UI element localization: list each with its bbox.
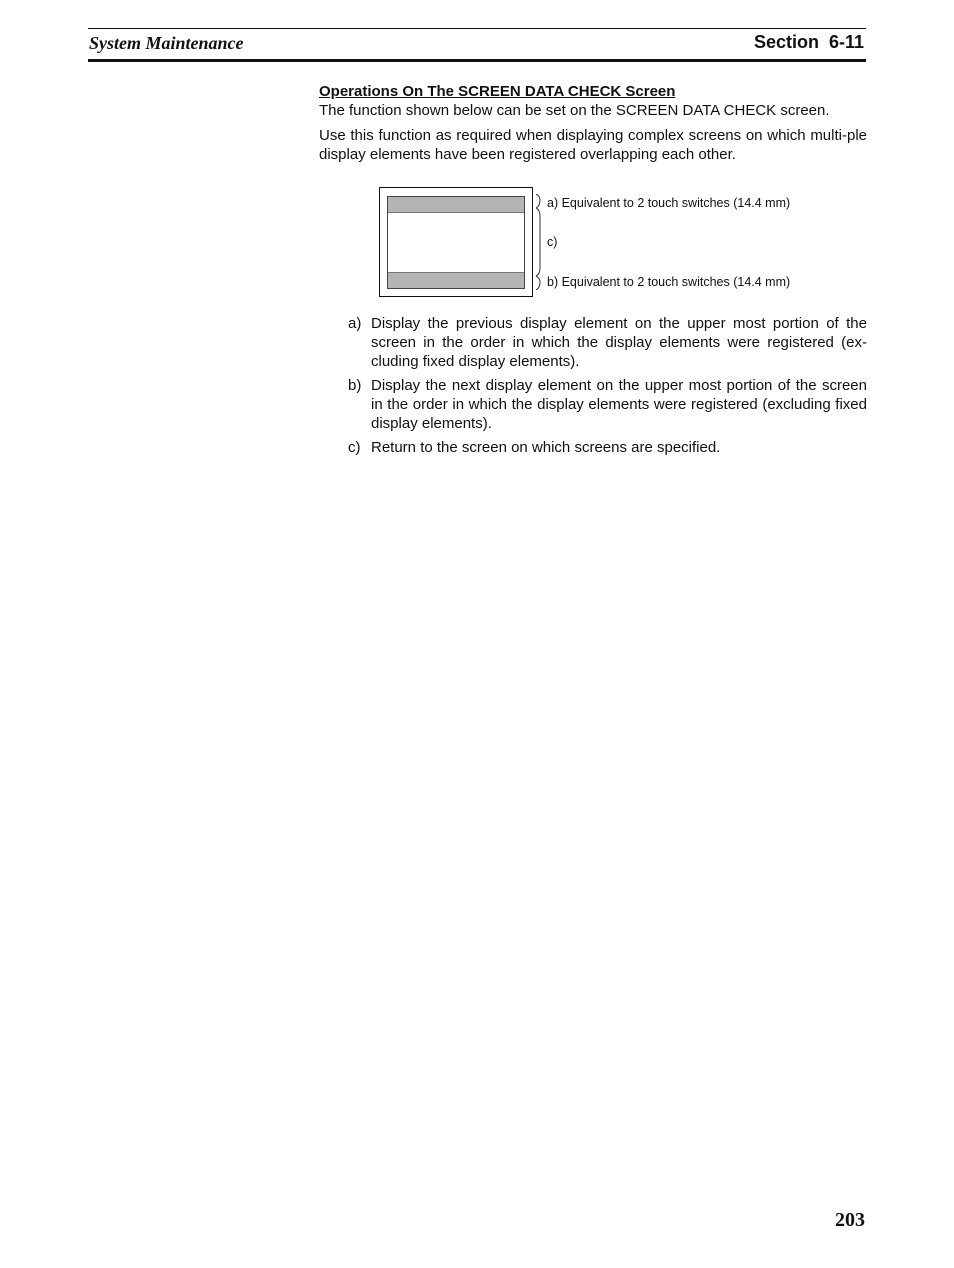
page-number: 203 — [835, 1209, 865, 1231]
function-list — [319, 314, 867, 457]
header-rule-top — [88, 28, 866, 29]
screen-diagram — [319, 170, 867, 310]
brace-icon — [534, 194, 546, 290]
list-text: Return to the screen on which screens are specified. — [371, 439, 721, 456]
usage-paragraph: Use this function as required when displaying complex screens on which multi-ple display elements have been registered overlapping each other. — [319, 127, 867, 163]
list-item — [348, 376, 867, 433]
header-rule-bottom — [88, 59, 866, 62]
label-top-area: a) Equivalent to 2 touch switches (14.4 mm) — [547, 196, 791, 210]
bottom-touch-area — [388, 272, 524, 288]
chapter-title: System Maintenance — [89, 33, 244, 53]
section-label: Section — [753, 32, 819, 52]
list-item — [348, 438, 867, 457]
list-item — [348, 314, 867, 371]
label-bottom-area: b) Equivalent to 2 touch switches (14.4 mm) — [547, 275, 791, 289]
intro-paragraph: The function shown below can be set on the SCREEN DATA CHECK screen. — [319, 102, 830, 119]
list-text: Display the next display element on the upper most portion of the screen in the order in which the display elements were registered (excluding fixed display elements). — [371, 377, 867, 432]
screen-display-area — [387, 196, 525, 289]
list-text: Display the previous display element on the upper most portion of the screen in the order in which the display elements were registered (ex-cluding fixed display elements). — [371, 315, 867, 370]
screen-outline — [379, 187, 533, 297]
section-heading: Operations On The SCREEN DATA CHECK Screen — [319, 83, 676, 100]
main-content — [319, 82, 867, 462]
list-marker: c) — [348, 439, 361, 456]
top-touch-area — [388, 197, 524, 213]
section-indicator — [754, 32, 864, 53]
list-marker: a) — [348, 315, 362, 332]
label-middle-area: c) — [547, 235, 558, 249]
section-number: 6-11 — [828, 32, 864, 52]
list-marker: b) — [348, 377, 362, 394]
